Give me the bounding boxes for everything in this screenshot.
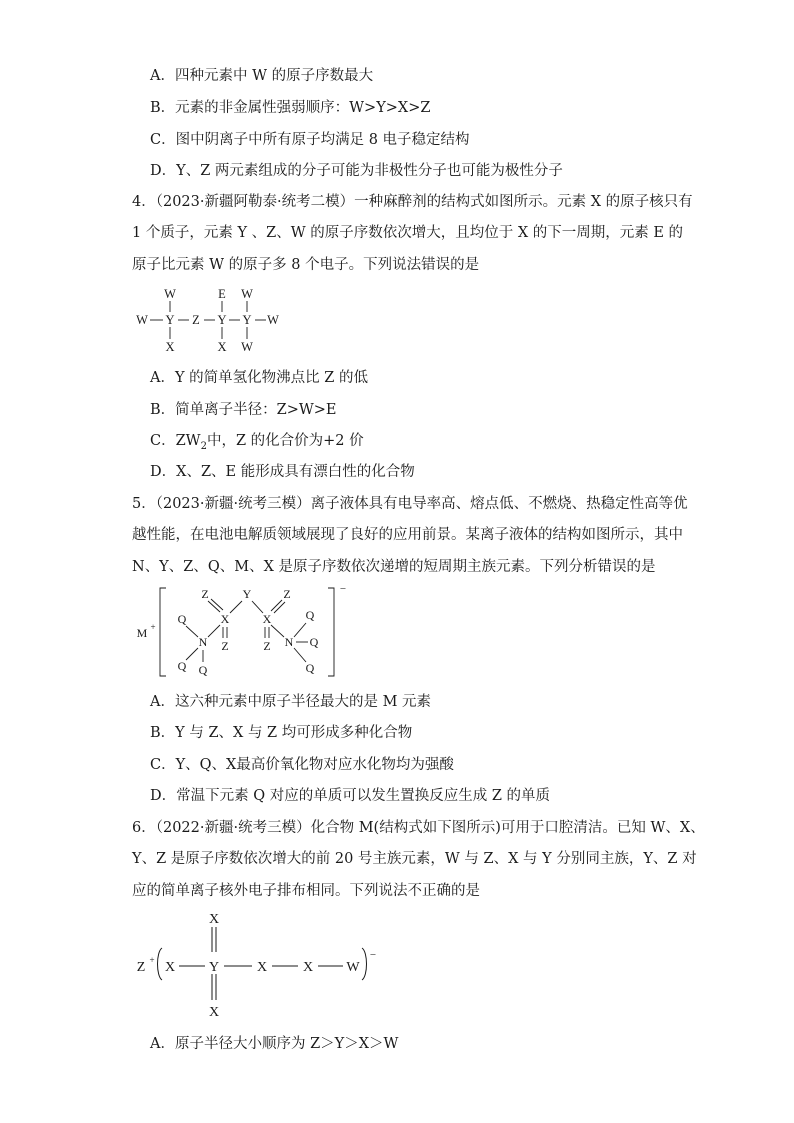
q6-stem-line-2: Y、Z 是原子序数依次增大的前 20 号主族元素，W 与 Z、X 与 Y 分别同主族，Y、Z 对 [132,851,697,867]
q4-atom-y1: Y [165,313,175,327]
q6-stem-line-1: 6．（2022·新疆·统考三模）化合物 M(结构式如下图所示)可用于口腔清洁。已知 W、X、 [132,820,705,836]
q4-atom-y2: Y [217,313,227,327]
q4-structural-formula [130,284,290,358]
q5-atom-z1: Z [201,587,209,601]
q6-anion-charge: − [369,949,377,961]
q4-atom-w-left: W [136,313,148,327]
q3-option-c: C．图中阴离子中所有原子均满足 8 电子稳定结构 [150,132,470,148]
q5-anion-charge: − [339,583,347,595]
q4-atom-z: Z [192,313,200,327]
q6-option-a: A．原子半径大小顺序为 Z＞Y＞X＞W [150,1036,399,1052]
q4-atom-x1: X [165,340,175,354]
q6-atom-x-mid1: X [256,960,268,975]
q4-atom-w-top1: W [164,287,176,301]
q5-atom-x1: X [220,612,230,626]
q3-option-d: D．Y、Z 两元素组成的分子可能为非极性分子也可能为极性分子 [150,163,563,179]
q6-cation-charge: + [149,955,155,965]
q5-atom-y: Y [242,587,252,601]
q4-atom-w-top2: W [241,287,253,301]
q4-atom-y3: Y [242,313,252,327]
q5-option-c: C．Y、Q、X最高价氧化物对应水化物均为强酸 [150,757,454,773]
q5-atom-q5: Q [198,663,208,677]
q4-atom-x2: X [217,340,227,354]
q4-stem-line-1: 4．（2023·新疆阿勒泰·统考二模）一种麻醉剂的结构式如图所示。元素 X 的原子核只有 [132,194,693,210]
q5-atom-z4: Z [263,639,271,653]
q5-option-b: B．Y 与 Z、X 与 Z 均可形成多种化合物 [150,725,413,741]
q6-atom-x-left: X [164,960,176,975]
q6-atom-w: W [346,960,360,975]
q5-atom-q3: Q [309,635,319,649]
q5-stem-line-3: N、Y、Z、Q、M、X 是原子序数依次递增的短周期主族元素。下列分析错误的是 [132,559,656,575]
q5-atom-q6: Q [305,661,315,675]
q5-atom-q2: Q [305,608,315,622]
q6-structural-formula [130,906,390,1020]
q4-atom-w-right: W [267,313,279,327]
q5-atom-x2: X [262,612,272,626]
q5-cation-m: M [136,626,148,640]
q4-option-a: A．Y 的简单氢化物沸点比 Z 的低 [150,370,368,386]
q4-stem-line-2: 1 个质子，元素 Y 、Z、W 的原子序数依次增大，且均位于 X 的下一周期，元素 E 的 [132,225,684,241]
q4-option-d: D．X、Z、E 能形成具有漂白性的化合物 [150,464,415,480]
q5-atom-n2: N [284,635,294,649]
q6-atom-y: Y [208,960,220,975]
q3-option-b: B．元素的非金属性强弱顺序：W>Y>X>Z [150,100,431,116]
q4-option-b: B．简单离子半径：Z>W>E [150,402,337,418]
q6-atom-x-top: X [208,912,220,927]
q6-cation-z: Z [136,960,146,975]
q5-stem-line-2: 越性能，在电池电解质领域展现了良好的应用前景。某离子液体的结构如图所示，其中 [132,527,683,543]
q5-atom-q1: Q [177,612,187,626]
q4-option-c: C．$ZW_2$中，Z 的化合价为+2 价 [150,433,364,452]
q5-option-a: A．这六种元素中原子半径最大的是 M 元素 [150,694,432,710]
q5-structural-formula [130,582,350,682]
q4-atom-w-bottom: W [241,340,253,354]
q6-stem-line-3: 应的简单离子核外电子排布相同。下列说法不正确的是 [132,883,480,899]
q5-option-d: D．常温下元素 Q 对应的单质可以发生置换反应生成 Z 的单质 [150,788,551,804]
q5-atom-z3: Z [221,639,229,653]
q5-atom-z2: Z [283,587,291,601]
q6-atom-x-bottom: X [208,1005,220,1020]
q6-atom-x-mid2: X [302,960,314,975]
q5-cation-charge: + [150,622,156,632]
q5-atom-q4: Q [177,659,187,673]
q5-stem-line-1: 5．（2023·新疆·统考三模）离子液体具有电导率高、熔点低、不燃烧、热稳定性高等优 [132,496,688,512]
q3-option-a: A．四种元素中 W 的原子序数最大 [150,68,374,84]
q5-atom-n1: N [198,635,208,649]
q4-stem-line-3: 原子比元素 W 的原子多 8 个电子。下列说法错误的是 [132,257,480,273]
q4-atom-e-top: E [218,287,226,301]
